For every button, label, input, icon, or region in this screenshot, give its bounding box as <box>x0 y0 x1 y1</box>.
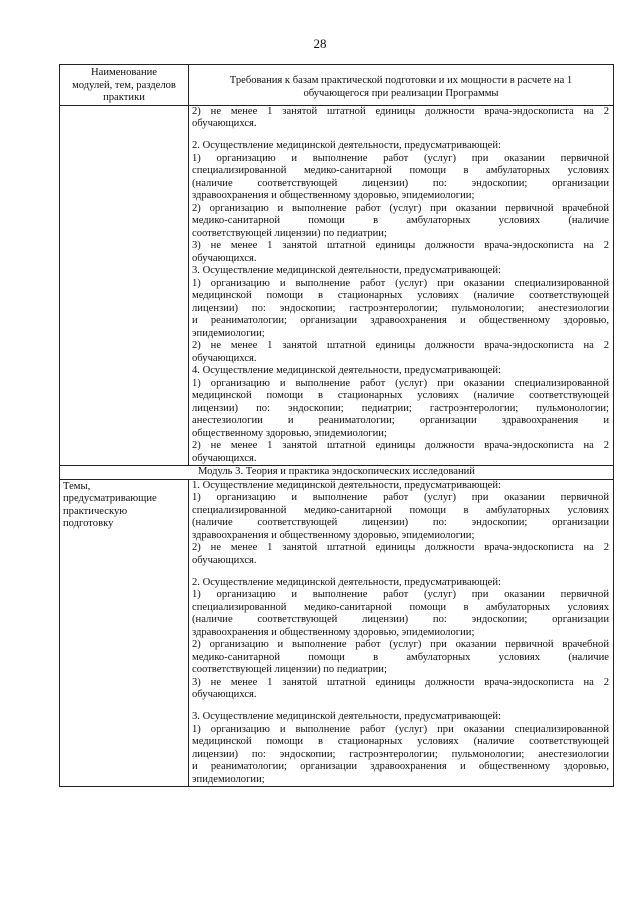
text-line: 2. Осуществление медицинской деятельности, предусматривающей: <box>192 576 501 588</box>
text-line: специализированной медико-санитарной помощи в амбулаторных условиях <box>192 504 609 516</box>
text-line: медико-санитарной помощи в амбулаторных условиях (наличие <box>192 215 609 226</box>
text-line: 2) не менее 1 занятой штатной единицы должности врача-эндоскописта на 2 <box>192 340 609 351</box>
text-line: соответствующей лицензии) по педиатрии; <box>192 227 387 239</box>
requirements-cell <box>189 105 614 466</box>
text-line: 3. Осуществление медицинской деятельности, предусматривающей: <box>192 265 501 276</box>
text-line: эпидемиологии; <box>192 327 265 339</box>
text-line: анестезиологии и реаниматологии; организации здравоохранения и <box>192 415 609 426</box>
topics-line: практическую <box>63 505 128 517</box>
text-line: обучающихся. <box>192 252 257 264</box>
text-line: 2. Осуществление медицинской деятельности, предусматривающей: <box>192 140 501 151</box>
header-line: практики <box>103 92 145 103</box>
text-line: (наличие соответствующей лицензии) по: эндоскопии; организации <box>192 177 609 189</box>
requirements-cell <box>189 479 614 787</box>
text-line: здравоохранения и общественному здоровью, эпидемиологии; <box>192 626 475 638</box>
topics-line: Темы, <box>63 480 91 492</box>
topics-cell <box>60 479 189 787</box>
text-line: медицинской помощи в стационарных условиях (наличие соответствующей <box>192 290 609 301</box>
header-requirements-text <box>189 65 613 100</box>
requirements-text <box>189 106 613 466</box>
text-line: обучающихся. <box>192 118 257 129</box>
text-line: обучающихся. <box>192 554 257 566</box>
text-line: 2) не менее 1 занятой штатной единицы должности врача-эндоскописта на 2 <box>192 440 609 451</box>
text-line: 1) организацию и выполнение работ (услуг) при оказании специализированной <box>192 377 609 389</box>
paragraph-block <box>192 480 609 568</box>
header-line: Требования к базам практической подготовки и их мощности в расчете на 1 <box>229 75 573 86</box>
text-line: обучающихся. <box>192 689 257 700</box>
text-line: здравоохранения и общественному здоровью, эпидемиологии; <box>192 529 475 541</box>
table-row <box>60 479 614 787</box>
text-line: обучающихся. <box>192 352 257 364</box>
text-line: 1) организацию и выполнение работ (услуг) при оказании специализированной <box>192 277 609 289</box>
table-row <box>60 105 614 466</box>
table-header-row <box>60 65 614 106</box>
paragraph-block <box>192 711 609 786</box>
text-line: 1) организацию и выполнение работ (услуг) при оказании первичной <box>192 492 609 503</box>
requirements-table <box>59 64 614 787</box>
text-line: 4. Осуществление медицинской деятельности, предусматривающей: <box>192 365 501 376</box>
text-line: 1) организацию и выполнение работ (услуг) при оказании первичной <box>192 589 609 600</box>
module-row <box>60 466 614 480</box>
requirements-text <box>189 480 613 787</box>
text-line: медико-санитарной помощи в амбулаторных условиях (наличие <box>192 651 609 663</box>
text-line: специализированной медико-санитарной помощи в амбулаторных условиях <box>192 165 609 176</box>
header-line: обучающегося при реализации Программы <box>303 87 499 99</box>
text-line: 2) организацию и выполнение работ (услуг) при оказании первичной врачебной <box>192 639 609 650</box>
header-cell-modules <box>60 65 189 106</box>
text-line: 2) не менее 1 занятой штатной единицы должности врача-эндоскописта на 2 <box>192 105 609 117</box>
text-line: 1. Осуществление медицинской деятельности, предусматривающей: <box>192 479 501 491</box>
text-line: лицензии) по: эндоскопии; гастроэнтерологии; пульмонологии; анестезиологии <box>192 748 609 760</box>
module-title-cell <box>60 466 614 480</box>
header-modules-text <box>60 65 188 105</box>
text-line: и реаниматологии; организации здравоохранения и общественному здоровью, <box>192 315 609 326</box>
text-line: обучающихся. <box>192 452 257 464</box>
text-line: (наличие соответствующей лицензии) по: эндоскопии; организации <box>192 517 609 528</box>
text-line: 1) организацию и выполнение работ (услуг) при оказании первичной <box>192 152 609 164</box>
text-line: специализированной медико-санитарной помощи в амбулаторных условиях <box>192 601 609 613</box>
text-line: здравоохранения и общественному здоровью, эпидемиологии; <box>192 190 475 201</box>
module-title: Модуль 3. Теория и практика эндоскопических исследований <box>198 466 475 477</box>
text-line: и реаниматологии; организации здравоохранения и общественному здоровью, <box>192 761 609 772</box>
text-line: эпидемиологии; <box>192 773 265 785</box>
page-number: 28 <box>313 36 327 51</box>
text-line: лицензии) по: эндоскопии; гастроэнтерологии; пульмонологии; анестезиологии <box>192 302 609 314</box>
header-line: Наименование <box>91 67 157 78</box>
text-line: (наличие соответствующей лицензии) по: эндоскопии; организации <box>192 614 609 625</box>
topics-label <box>60 480 188 532</box>
text-line: соответствующей лицензии) по педиатрии; <box>192 664 387 675</box>
paragraph-block <box>192 140 609 465</box>
text-line: медицинской помощи в стационарных условиях (наличие соответствующей <box>192 390 609 401</box>
text-line: 3) не менее 1 занятой штатной единицы должности врача-эндоскописта на 2 <box>192 240 609 251</box>
topics-line: предусматривающие <box>63 493 157 504</box>
header-cell-requirements <box>189 65 614 106</box>
text-line: 2) не менее 1 занятой штатной единицы должности врача-эндоскописта на 2 <box>192 542 609 553</box>
left-cell-empty <box>60 105 189 466</box>
text-line: общественному здоровью, эпидемиологии; <box>192 427 387 439</box>
text-line: 1) организацию и выполнение работ (услуг) при оказании специализированной <box>192 723 609 735</box>
text-line: 3. Осуществление медицинской деятельности, предусматривающей: <box>192 711 501 722</box>
text-line: лицензии) по: эндоскопии; педиатрии; гастроэнтерологии; пульмонологии; <box>192 402 609 414</box>
header-line: модулей, тем, разделов <box>72 79 176 91</box>
text-line: 3) не менее 1 занятой штатной единицы должности врача-эндоскописта на 2 <box>192 676 609 688</box>
text-line: медицинской помощи в стационарных условиях (наличие соответствующей <box>192 736 609 747</box>
text-line: 2) организацию и выполнение работ (услуг) при оказании первичной врачебной <box>192 202 609 214</box>
paragraph-block <box>192 106 609 131</box>
paragraph-block <box>192 577 609 702</box>
topics-line: подготовку <box>63 518 114 529</box>
